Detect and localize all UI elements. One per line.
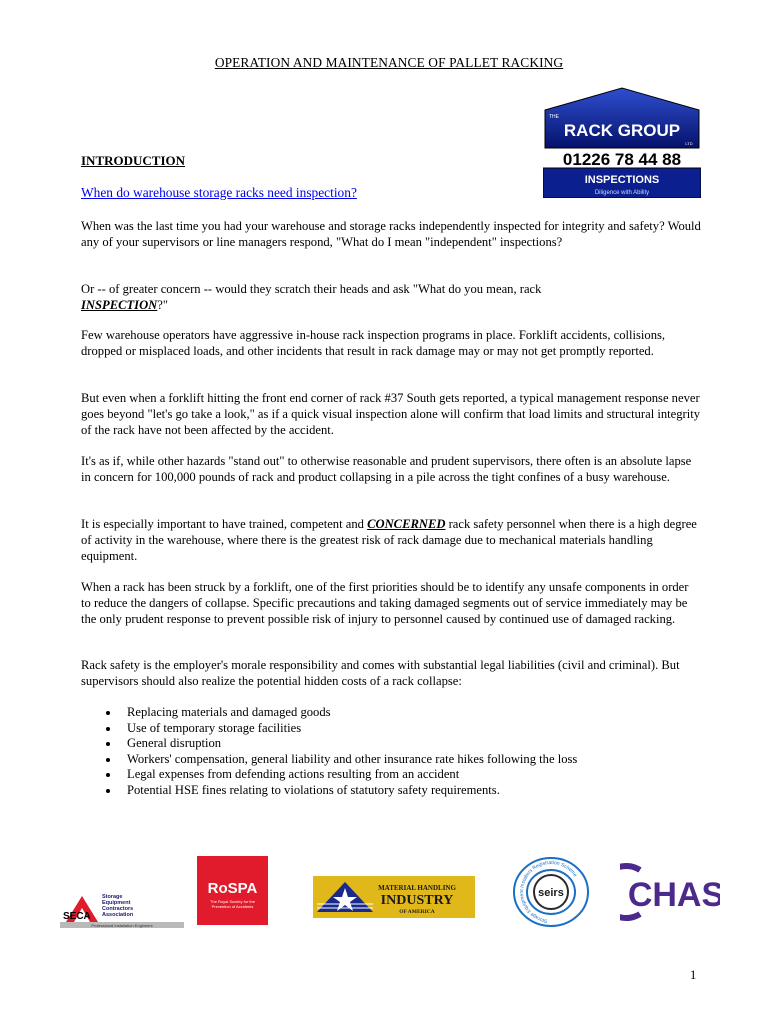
section-heading: INTRODUCTION (81, 153, 186, 168)
rack-group-prefix: THE (549, 114, 559, 120)
paragraph-2-before: Or -- of greater concern -- would they scratch their heads and ask "What do you mean, rack (81, 282, 542, 296)
seca-line1: Storage (102, 894, 123, 900)
paragraph-4 (81, 391, 701, 438)
paragraph-2 (81, 282, 701, 314)
rospa-sub2: Prevention of Accidents (211, 904, 254, 909)
paragraph-6-after: rack safety personnel when there is a high degree of activity in the warehouse, where there is the greatest risk of rack damage due to mechanical materials handling equipment. (81, 517, 697, 563)
rack-group-name: RACK GROUP (563, 121, 681, 140)
rack-group-phone: 01226 78 44 88 (562, 150, 682, 169)
paragraph-2-text (81, 282, 701, 314)
seirs-ring-text: Storage Equipment Installers Registration Scheme (519, 859, 579, 924)
list-item: General disruption (104, 736, 704, 752)
mhi-line1: MATERIAL HANDLING (378, 884, 456, 892)
page-title: OPERATION AND MAINTENANCE OF PALLET RACKING (214, 55, 564, 70)
seca-line4: Association (102, 912, 134, 918)
paragraph-4-text: But even when a forklift hitting the front end corner of rack #37 South gets reported, a typical management response never goes beyond "let's go take a look," as if a quick visual inspection alone will confirm that load limits and structural integrity of the rack have not been affected by the accident. (81, 391, 701, 437)
seca-label: SECA (63, 911, 91, 922)
seca-line2: Equipment (102, 900, 131, 906)
paragraph-7-text: When a rack has been struck by a forklift, one of the first priorities should be to identify any unsafe components in order to reduce the dangers of collapse. Specific precautions and taking damaged segments out of service immediately may be the only prudent response to prevent possible risk of injury to personnel caused by continued use of damaged racking. (81, 580, 689, 626)
paragraph-8 (81, 658, 701, 690)
rospa-logo-graphic (197, 856, 268, 925)
paragraph-6 (81, 517, 701, 564)
chas-logo (620, 862, 720, 922)
mhi-logo (313, 876, 475, 918)
mhi-logo-graphic (313, 876, 475, 918)
list-item: Use of temporary storage facilities (104, 721, 704, 737)
paragraph-8-text: Rack safety is the employer's morale responsibility and comes with substantial legal liabilities (civil and criminal). But supervisors should also realize the potential hidden costs of a rack collapse: (81, 658, 680, 688)
paragraph-1-text: When was the last time you had your warehouse and storage racks independently inspected for integrity and safety? Would any of your supervisors or line managers respond, "What do I mean "independent" inspections? (81, 219, 701, 249)
rospa-logo (197, 856, 268, 925)
mhi-line2: INDUSTRY (380, 893, 454, 908)
paragraph-3-text: Few warehouse operators have aggressive in-house rack inspection programs in place. Forklift accidents, collisions, dropped or misplaced loads, and other incidents that result in rack damage may or may not get promptly reported. (81, 328, 666, 358)
seca-logo (60, 888, 184, 928)
paragraph-3 (81, 328, 701, 360)
paragraph-5 (81, 454, 701, 486)
list-item: Legal expenses from defending actions resulting from an accident (104, 767, 704, 783)
rospa-sub1: The Royal Society for the (210, 899, 255, 904)
seirs-logo (510, 856, 592, 928)
chas-logo-graphic (620, 862, 720, 922)
paragraph-7 (81, 580, 701, 627)
paragraph-2-after: ?" (157, 297, 169, 312)
page-number: 1 (690, 968, 697, 982)
bullet-list (104, 705, 704, 799)
rack-group-subtagline: Diligence with Ability (594, 190, 650, 196)
paragraph-5-text: It's as if, while other hazards "stand out" to otherwise reasonable and prudent supervisors, there often is an absolute lapse in concern for 100,000 pounds of rack and product collapsing in a pile across the tight confines of a busy warehouse. (81, 454, 692, 484)
seirs-label: seirs (538, 887, 564, 899)
seca-line3: Contractors (102, 906, 134, 912)
list-item: Potential HSE fines relating to violations of statutory safety requirements. (104, 783, 704, 799)
rospa-label: RoSPA (207, 880, 258, 897)
seirs-logo-graphic (510, 856, 592, 928)
rack-group-logo-graphic (543, 86, 701, 198)
seca-logo-graphic (60, 888, 184, 928)
chas-label: CHAS (627, 876, 720, 914)
list-item: Replacing materials and damaged goods (104, 705, 704, 721)
concerned-emphasis: CONCERNED (367, 517, 446, 531)
subheading-link[interactable]: When do warehouse storage racks need inspection? (81, 185, 357, 200)
rack-group-tagline: INSPECTIONS (584, 174, 660, 186)
rack-group-suffix: LTD (685, 141, 693, 146)
paragraph-1 (81, 219, 701, 251)
paragraph-6-before: It is especially important to have trained, competent and (81, 517, 368, 531)
inspection-emphasis: INSPECTION (81, 297, 158, 312)
rack-group-logo (543, 86, 701, 198)
mhi-line3: OF AMERICA (399, 909, 435, 915)
paragraph-6-text (81, 517, 701, 564)
list-item: Workers' compensation, general liability and other insurance rate hikes following the loss (104, 752, 704, 768)
seca-footer: Professional Installation Engineers (91, 923, 153, 928)
cost-list (104, 705, 704, 799)
